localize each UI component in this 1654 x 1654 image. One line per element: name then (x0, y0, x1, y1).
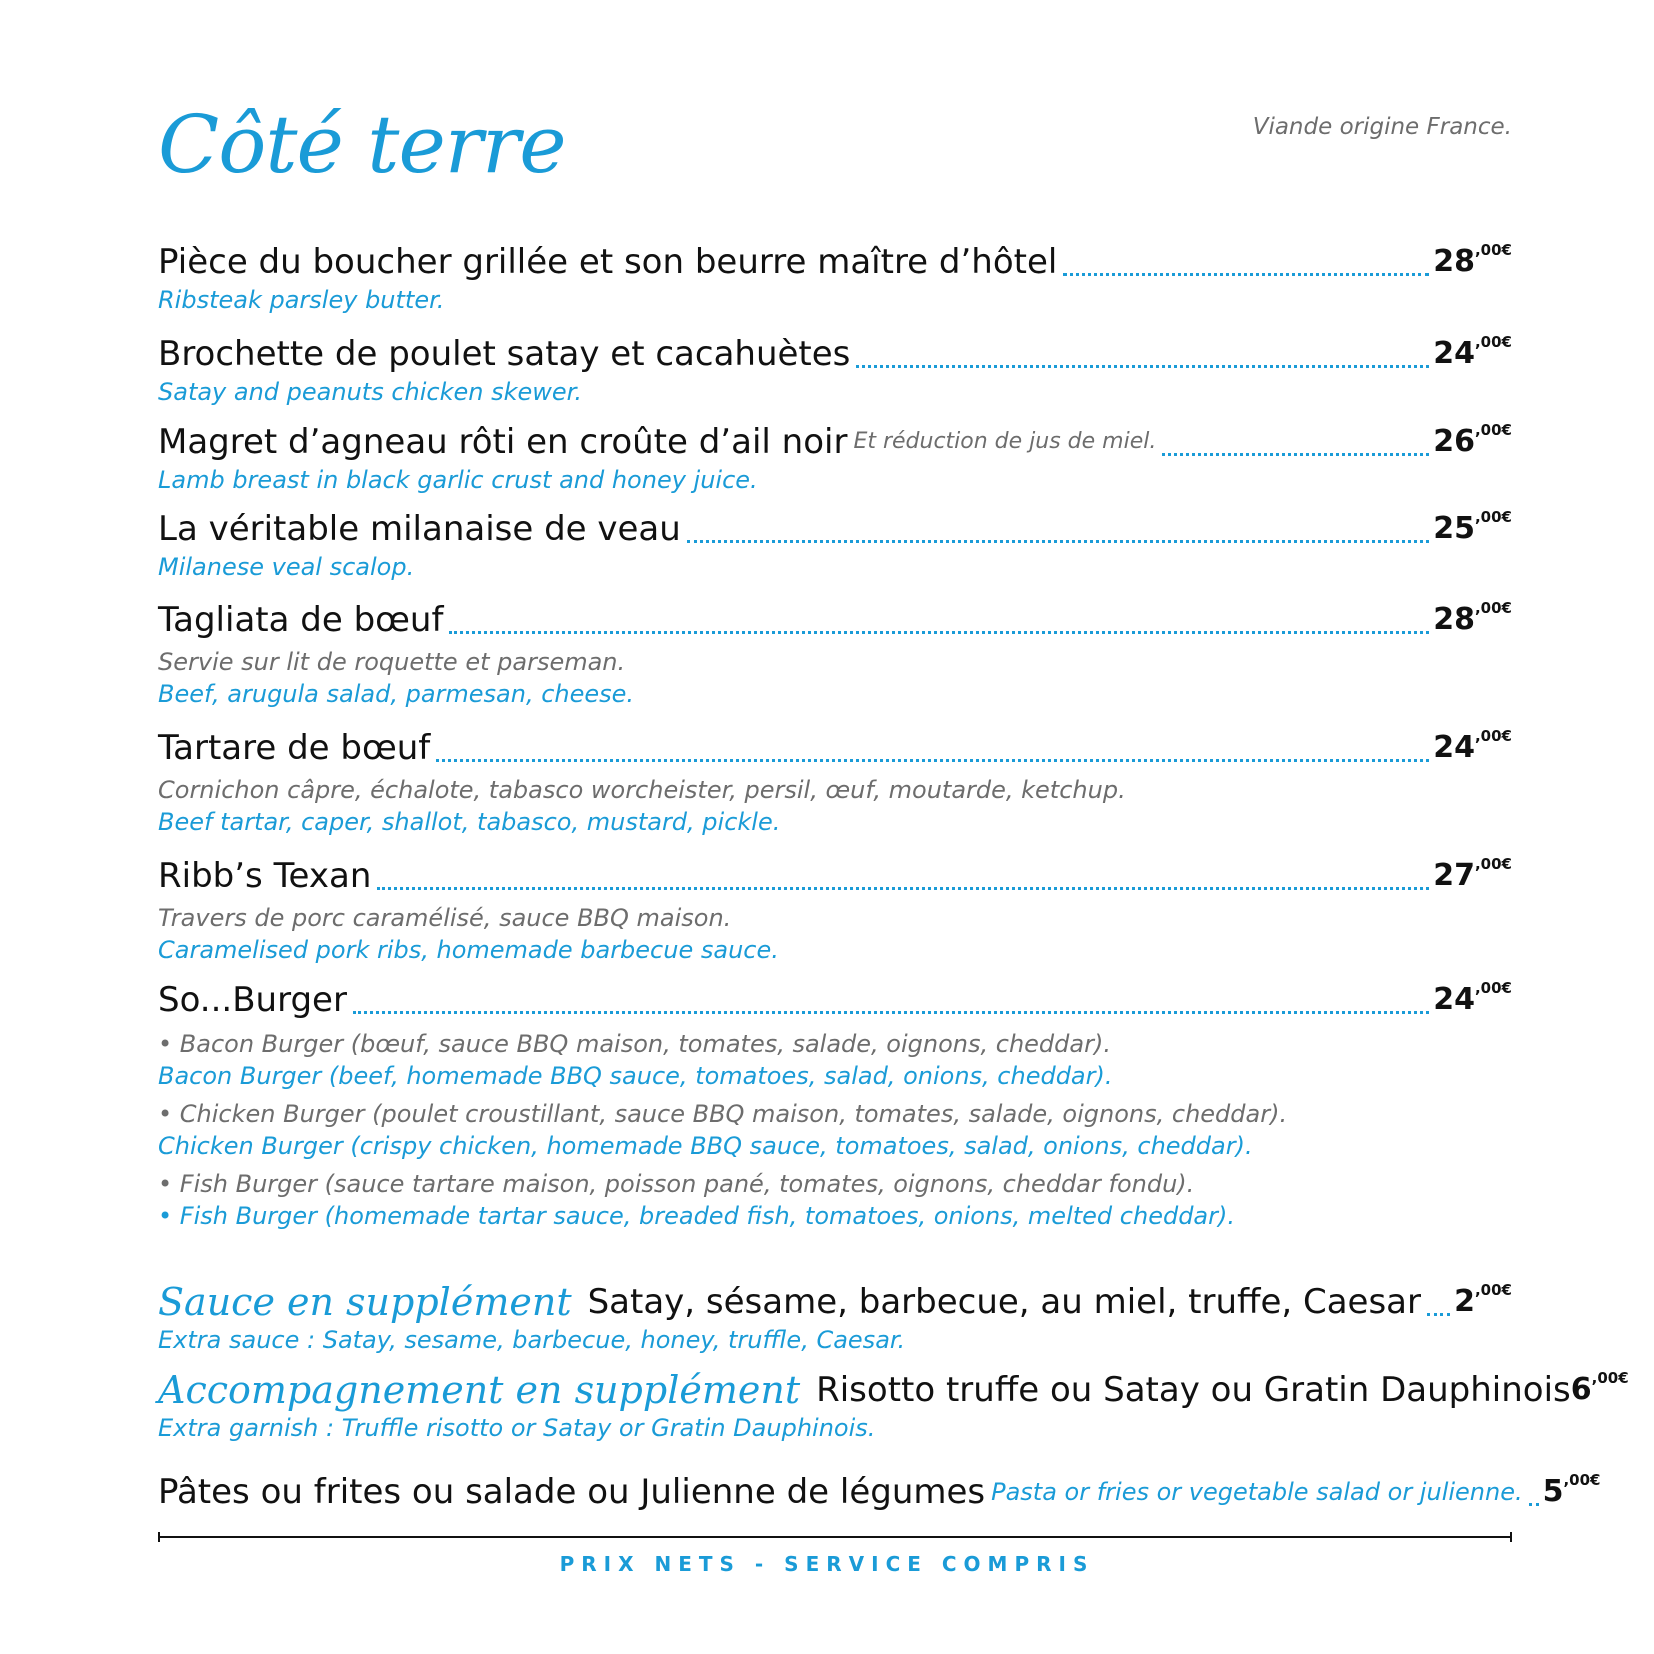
item-english: Beef, arugula salad, parmesan, cheese. (158, 680, 635, 708)
item-name: Tartare de bœuf (158, 728, 431, 768)
item-english: Ribsteak parsley butter. (158, 286, 445, 314)
item-name: So...Burger (158, 980, 347, 1020)
footer-note: PRIX NETS - SERVICE COMPRIS (559, 1552, 1095, 1576)
dot-leader (1162, 453, 1429, 456)
dot-leader (436, 759, 1429, 762)
extra-garnish-price: $6^{,00€}$ (1570, 1369, 1629, 1407)
dot-leader (1063, 273, 1429, 276)
burger-variant-en: Chicken Burger (crispy chicken, homemade BBQ sauce, tomatoes, salad, onions, cheddar). (158, 1132, 1253, 1160)
extra-sides (158, 1470, 1601, 1514)
menu-item (158, 240, 1512, 316)
item-note: Et réduction de jus de miel. (853, 429, 1157, 454)
extra-sauce-english: Extra sauce : Satay, sesame, barbecue, honey, truffle, Caesar. (158, 1326, 906, 1354)
footer-divider (158, 1536, 1512, 1538)
item-price: $26^{,00€}$ (1433, 421, 1512, 459)
item-price: $24^{,00€}$ (1433, 333, 1512, 371)
dot-leader (353, 1011, 1429, 1014)
extra-sauce-price: $2^{,00€}$ (1454, 1281, 1512, 1319)
item-english: Beef tartar, caper, shallot, tabasco, mustard, pickle. (158, 808, 781, 836)
item-price: $25^{,00€}$ (1433, 508, 1512, 546)
item-name: Brochette de poulet satay et cacahuètes (158, 334, 851, 374)
menu-item (158, 420, 1512, 496)
extra-sauce (158, 1280, 1512, 1356)
extra-sauce-options: Satay, sésame, barbecue, au miel, truffe, Caesar (587, 1282, 1421, 1322)
item-price: $27^{,00€}$ (1433, 855, 1512, 893)
dot-leader (377, 887, 1429, 890)
page-title: Côté terre (158, 98, 566, 191)
item-name: Ribb’s Texan (158, 856, 372, 896)
item-price: $28^{,00€}$ (1433, 599, 1512, 637)
sides-english: Pasta or fries or vegetable salad or julienne. (991, 1478, 1523, 1506)
item-name: Tagliata de bœuf (158, 600, 444, 640)
item-english: Caramelised pork ribs, homemade barbecue sauce. (158, 936, 779, 964)
dot-leader (1529, 1503, 1539, 1506)
item-name: Pièce du boucher grillée et son beurre maître d’hôtel (158, 242, 1058, 282)
item-english: Lamb breast in black garlic crust and honey juice. (158, 466, 758, 494)
burger-variant-en: • Fish Burger (homemade tartar sauce, breaded fish, tomatoes, onions, melted cheddar). (158, 1202, 1235, 1230)
burger-variant-fr: • Chicken Burger (poulet croustillant, sauce BBQ maison, tomates, salade, oignons, cheddar). (158, 1100, 1288, 1128)
item-name: La véritable milanaise de veau (158, 509, 681, 549)
dot-leader (1427, 1313, 1450, 1316)
menu-item (158, 507, 1512, 583)
extra-garnish-label: Accompagnement en supplément (158, 1368, 801, 1412)
item-price: $24^{,00€}$ (1433, 727, 1512, 765)
menu-item (158, 598, 1512, 710)
sides-price: $5^{,00€}$ (1542, 1471, 1601, 1509)
extra-garnish-options: Risotto truffe ou Satay ou Gratin Dauphinois (816, 1370, 1571, 1410)
item-description: Travers de porc caramélisé, sauce BBQ maison. (158, 904, 732, 932)
menu-item (158, 726, 1512, 838)
origin-note: Viande origine France. (1252, 114, 1512, 140)
menu-item (158, 854, 1512, 966)
extra-sauce-label: Sauce en supplément (158, 1280, 572, 1324)
dot-leader (856, 365, 1429, 368)
item-english: Satay and peanuts chicken skewer. (158, 378, 582, 406)
item-description: Servie sur lit de roquette et parseman. (158, 648, 626, 676)
item-name: Magret d’agneau rôti en croûte d’ail noir (158, 422, 848, 462)
item-price: $28^{,00€}$ (1433, 241, 1512, 279)
sides-options: Pâtes ou frites ou salade ou Julienne de légumes (158, 1472, 986, 1512)
burger-variant-fr: • Fish Burger (sauce tartare maison, poisson pané, tomates, oignons, cheddar fondu). (158, 1170, 1195, 1198)
burger-variant-fr: • Bacon Burger (bœuf, sauce BBQ maison, tomates, salade, oignons, cheddar). (158, 1030, 1111, 1058)
menu-item (158, 978, 1512, 1232)
extra-garnish (158, 1368, 1629, 1444)
item-english: Milanese veal scalop. (158, 553, 415, 581)
item-price: $24^{,00€}$ (1433, 979, 1512, 1017)
item-description: Cornichon câpre, échalote, tabasco worcheister, persil, œuf, moutarde, ketchup. (158, 776, 1126, 804)
dot-leader (687, 540, 1429, 543)
extra-garnish-english: Extra garnish : Truffle risotto or Satay or Gratin Dauphinois. (158, 1414, 876, 1442)
menu-item (158, 332, 1512, 408)
dot-leader (449, 631, 1429, 634)
burger-variant-en: Bacon Burger (beef, homemade BBQ sauce, tomatoes, salad, onions, cheddar). (158, 1062, 1113, 1090)
